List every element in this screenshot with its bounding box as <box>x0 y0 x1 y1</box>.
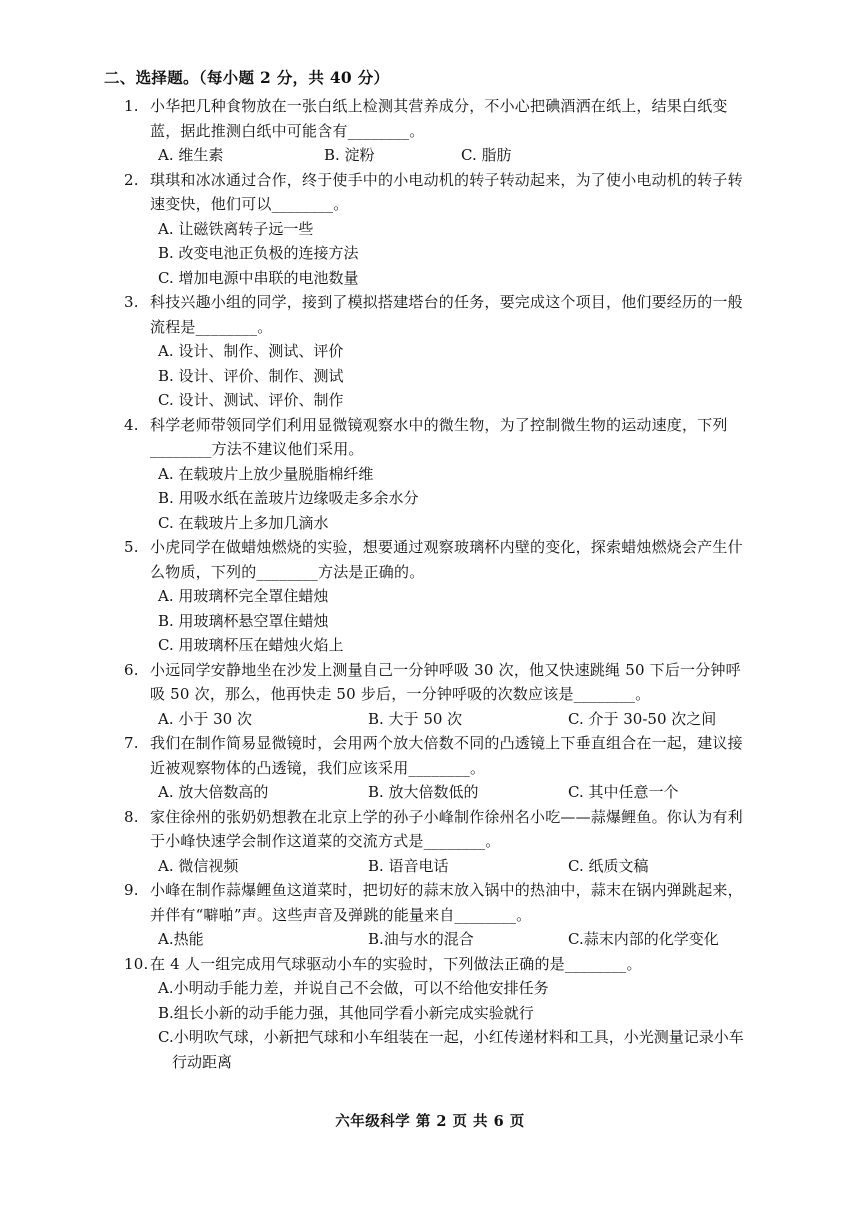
option-a: A. 微信视频 <box>158 856 239 875</box>
option-c: C. 增加电源中串联的电池数量 <box>158 268 359 287</box>
question-8 <box>124 805 756 879</box>
option-b: B. 用吸水纸在盖玻片边缘吸走多余水分 <box>158 489 419 507</box>
option-a: A. 维生素 <box>158 146 224 164</box>
option-b: B. 淀粉 <box>324 146 375 164</box>
question-number: 6. <box>124 660 139 679</box>
question-5 <box>124 535 756 658</box>
question-6 <box>124 658 756 732</box>
question-stem <box>124 94 756 143</box>
question-number: 9. <box>124 881 139 899</box>
option-row <box>124 707 756 732</box>
option-a: A.热能 <box>158 930 204 948</box>
option-list <box>124 339 756 413</box>
option-a: A. 小于 30 次 <box>158 709 252 728</box>
question-7 <box>124 731 756 805</box>
option-c: C. 设计、测试、评价、制作 <box>158 391 344 409</box>
question-stem <box>124 535 756 584</box>
question-stem <box>124 168 756 217</box>
question-stem <box>124 658 756 707</box>
option-b: B. 用玻璃杯悬空罩住蜡烛 <box>158 611 329 630</box>
question-9 <box>124 878 756 952</box>
question-text: 小华把几种食物放在一张白纸上检测其营养成分，不小心把碘酒洒在纸上，结果白纸变蓝，据此推测白纸中可能含有________。 <box>150 97 728 140</box>
question-text: 小远同学安静地坐在沙发上测量自己一分钟呼吸 30 次，他又快速跳绳 50 下后一分钟呼吸 50 次，那么，他再快走 50 步后，一分钟呼吸的次数应该是________。 <box>150 660 741 703</box>
question-text: 家住徐州的张奶奶想教在北京上学的孙子小峰制作徐州名小吃——蒜爆鲤鱼。你认为有利于小峰快速学会制作这道菜的交流方式是________。 <box>150 807 743 850</box>
option-b: B. 改变电池正负极的连接方法 <box>158 244 359 262</box>
option-row <box>124 927 756 952</box>
option-b: B. 设计、评价、制作、测试 <box>158 366 344 385</box>
question-number: 3. <box>124 293 139 311</box>
question-text: 琪琪和冰冰通过合作，终于使手中的小电动机的转子转动起来，为了使小电动机的转子转速变快，他们可以________。 <box>150 170 743 213</box>
question-number: 8. <box>124 807 139 826</box>
question-3 <box>124 290 756 413</box>
option-a: A. 用玻璃杯完全罩住蜡烛 <box>158 587 329 605</box>
option-b: B.油与水的混合 <box>368 930 474 948</box>
question-text: 小虎同学在做蜡烛燃烧的实验，想要通过观察玻璃杯内壁的变化，探索蜡烛燃烧会产生什么物质，下列的________方法是正确的。 <box>150 538 743 581</box>
option-a: A. 在载玻片上放少量脱脂棉纤维 <box>158 464 374 483</box>
question-stem <box>124 952 756 977</box>
option-c: C. 纸质文稿 <box>568 856 649 875</box>
question-stem <box>124 413 756 462</box>
option-a: A. 让磁铁离转子远一些 <box>158 219 314 238</box>
option-c: C. 脂肪 <box>461 146 512 164</box>
option-row <box>124 780 756 805</box>
option-a: A. 设计、制作、测试、评价 <box>158 342 344 360</box>
option-b: B.组长小新的动手能力强，其他同学看小新完成实验就行 <box>158 1003 534 1022</box>
question-4 <box>124 413 756 536</box>
question-number: 7. <box>124 734 139 752</box>
question-10 <box>124 952 756 1075</box>
question-text: 小峰在制作蒜爆鲤鱼这道菜时，把切好的蒜末放入锅中的热油中，蒜末在锅内弹跳起来，并伴有“噼啪”声。这些声音及弹跳的能量来自________。 <box>150 881 743 924</box>
question-number: 1. <box>124 97 139 115</box>
question-stem <box>124 878 756 927</box>
option-b: B. 放大倍数低的 <box>368 783 479 801</box>
question-number: 2. <box>124 170 139 189</box>
question-stem <box>124 731 756 780</box>
option-c: C. 介于 30-50 次之间 <box>568 709 717 728</box>
option-a: A.小明动手能力差，并说自己不会做，可以不给他安排任务 <box>158 979 549 997</box>
question-stem <box>124 290 756 339</box>
option-c: C.蒜末内部的化学变化 <box>568 930 719 948</box>
option-a: A. 放大倍数高的 <box>158 783 269 801</box>
section-title: 二、选择题。（每小题 2 分，共 40 分） <box>104 68 390 87</box>
question-2 <box>124 168 756 291</box>
option-c: C. 其中任意一个 <box>568 783 679 801</box>
option-list <box>124 584 756 658</box>
question-text: 科学老师带领同学们利用显微镜观察水中的微生物，为了控制微生物的运动速度，下列________方法不建议他们采用。 <box>150 415 728 458</box>
question-text: 科技兴趣小组的同学，接到了模拟搭建塔台的任务，要完成这个项目，他们要经历的一般流程是________。 <box>150 293 743 336</box>
option-c: C.小明吹气球，小新把气球和小车组装在一起，小红传递材料和工具，小光测量记录小车行动距离 <box>158 1028 744 1071</box>
option-list <box>124 462 756 536</box>
question-stem <box>124 805 756 854</box>
option-list <box>124 976 756 1074</box>
option-row <box>124 854 756 879</box>
option-c: C. 在载玻片上多加几滴水 <box>158 513 329 532</box>
question-number: 5. <box>124 538 139 556</box>
question-text: 在 4 人一组完成用气球驱动小车的实验时，下列做法正确的是________。 <box>150 954 642 973</box>
question-1 <box>124 94 756 168</box>
question-number: 10. <box>124 954 149 973</box>
option-list <box>124 217 756 291</box>
option-b: B. 语音电话 <box>368 856 449 875</box>
question-text: 我们在制作简易显微镜时，会用两个放大倍数不同的凸透镜上下垂直组合在一起，建议接近被观察物体的凸透镜，我们应该采用________。 <box>150 734 743 777</box>
option-row <box>124 143 756 168</box>
option-c: C. 用玻璃杯压在蜡烛火焰上 <box>158 636 344 654</box>
question-list <box>124 94 756 1074</box>
page-footer: 六年级科学 第 2 页 共 6 页 <box>335 1113 525 1130</box>
option-b: B. 大于 50 次 <box>368 709 463 728</box>
question-number: 4. <box>124 415 139 434</box>
